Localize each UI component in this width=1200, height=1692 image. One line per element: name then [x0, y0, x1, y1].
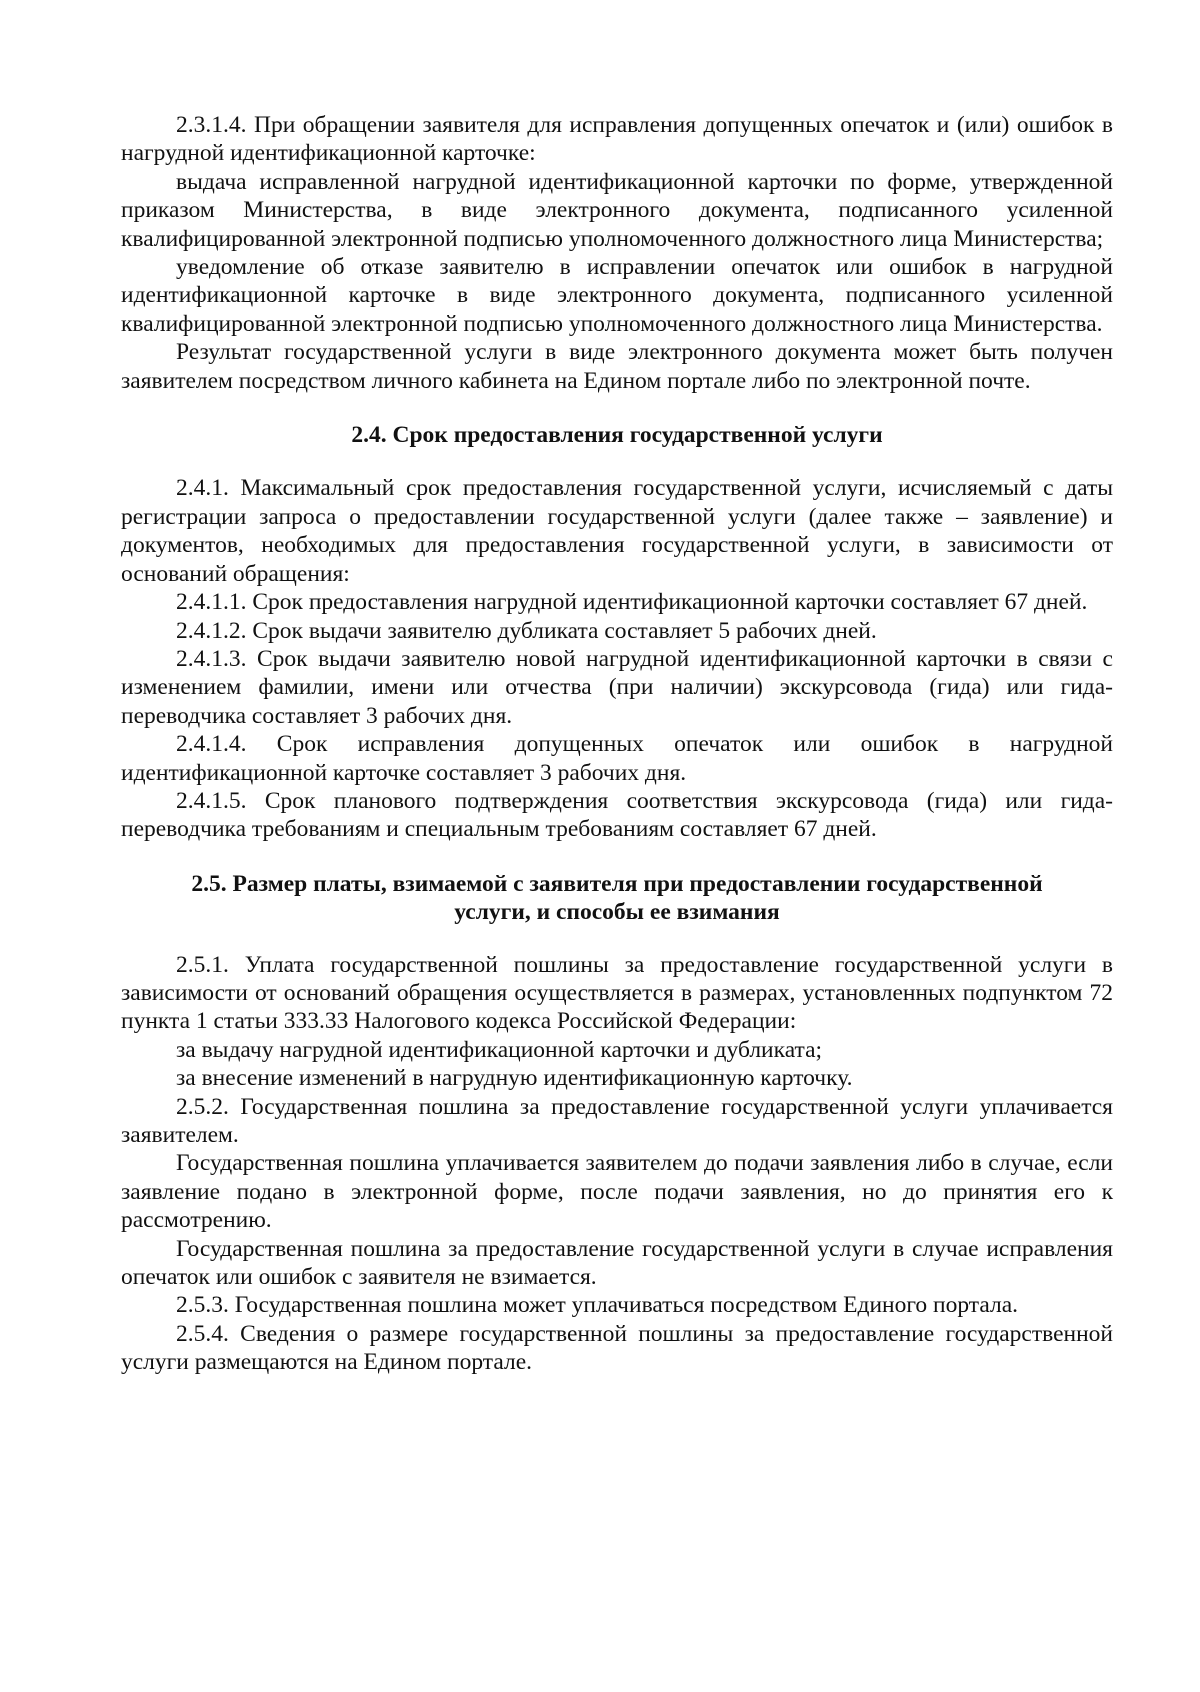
document-body [121, 111, 1113, 1377]
paragraph-refusal-notice: уведомление об отказе заявителю в исправлении опечаток или ошибок в нагрудной идентификационной карточке в виде электронного документа, подписанного усиленной квалифицированной электронной подписью уполномоченного должностного лица Министерства. [121, 254, 1113, 337]
paragraph-2-5-4: 2.5.4. Сведения о размере государственной пошлины за предоставление государственной услуги размещаются на Едином портале. [121, 1320, 1113, 1376]
paragraph-2-4-1-5: 2.4.1.5. Срок планового подтверждения соответствия экскурсовода (гида) или гида-переводчика требованиям и специальным требованиям составляет 67 дней. [121, 787, 1113, 843]
section-heading-2-5 [121, 870, 1113, 927]
section-heading-2-5-line1: 2.5. Размер платы, взимаемой с заявителя при предоставлении государственной [191, 870, 1043, 897]
paragraph-fee-not-charged: Государственная пошлина за предоставление государственной услуги в случае исправления опечаток или ошибок с заявителя не взимается. [121, 1235, 1113, 1291]
paragraph-fee-card-changes: за внесение изменений в нагрудную идентификационную карточку. [176, 1065, 853, 1092]
section-heading-2-4: 2.4. Срок предоставления государственной услуги [351, 422, 883, 449]
paragraph-2-5-1: 2.5.1. Уплата государственной пошлины за предоставление государственной услуги в зависимости от оснований обращения осуществляется в размерах, установленных подпунктом 72 пункта 1 статьи 333.33 Налогового кодекса Российской Федерации: [121, 951, 1113, 1035]
paragraph-2-3-1-4: 2.3.1.4. При обращении заявителя для исправления допущенных опечаток и (или) ошибок в нагрудной идентификационной карточке: [121, 112, 1113, 167]
paragraph-fee-timing: Государственная пошлина уплачивается заявителем до подачи заявления либо в случае, если заявление подано в электронной форме, после подачи заявления, но до принятия его к рассмотрению. [121, 1150, 1113, 1234]
paragraph-2-4-1-2: 2.4.1.2. Срок выдачи заявителю дубликата составляет 5 рабочих дней. [176, 617, 877, 644]
paragraph-2-4-1: 2.4.1. Максимальный срок предоставления государственной услуги, исчисляемый с даты регистрации запроса о предоставлении государственной услуги (далее также – заявление) и документов, необходимых для предоставления государственной услуги, в зависимости от оснований обращения: [121, 475, 1113, 587]
paragraph-2-4-1-4: 2.4.1.4. Срок исправления допущенных опечаток или ошибок в нагрудной идентификационной карточке составляет 3 рабочих дня. [121, 731, 1113, 786]
paragraph-2-5-2: 2.5.2. Государственная пошлина за предоставление государственной услуги уплачивается заявителем. [121, 1093, 1113, 1148]
paragraph-result-delivery: Результат государственной услуги в виде электронного документа может быть получен заявителем посредством личного кабинета на Едином портале либо по электронной почте. [121, 339, 1113, 394]
paragraph-issue-corrected-card: выдача исправленной нагрудной идентификационной карточки по форме, утвержденной приказом Министерства, в виде электронного документа, подписанного усиленной квалифицированной электронной подписью уполномоченного должностного лица Министерства; [121, 168, 1113, 252]
paragraph-2-5-3: 2.5.3. Государственная пошлина может уплачиваться посредством Единого портала. [176, 1292, 1019, 1319]
paragraph-fee-card-duplicate: за выдачу нагрудной идентификационной карточки и дубликата; [176, 1036, 823, 1063]
section-heading-2-5-line2: услуги, и способы ее взимания [454, 899, 780, 926]
paragraph-2-4-1-3: 2.4.1.3. Срок выдачи заявителю новой нагрудной идентификационной карточки в связи с изменением фамилии, имени или отчества (при наличии) экскурсовода (гида) или гида-переводчика составляет 3 рабочих дня. [121, 645, 1113, 729]
paragraph-2-4-1-1: 2.4.1.1. Срок предоставления нагрудной идентификационной карточки составляет 67 дней. [176, 589, 1088, 616]
